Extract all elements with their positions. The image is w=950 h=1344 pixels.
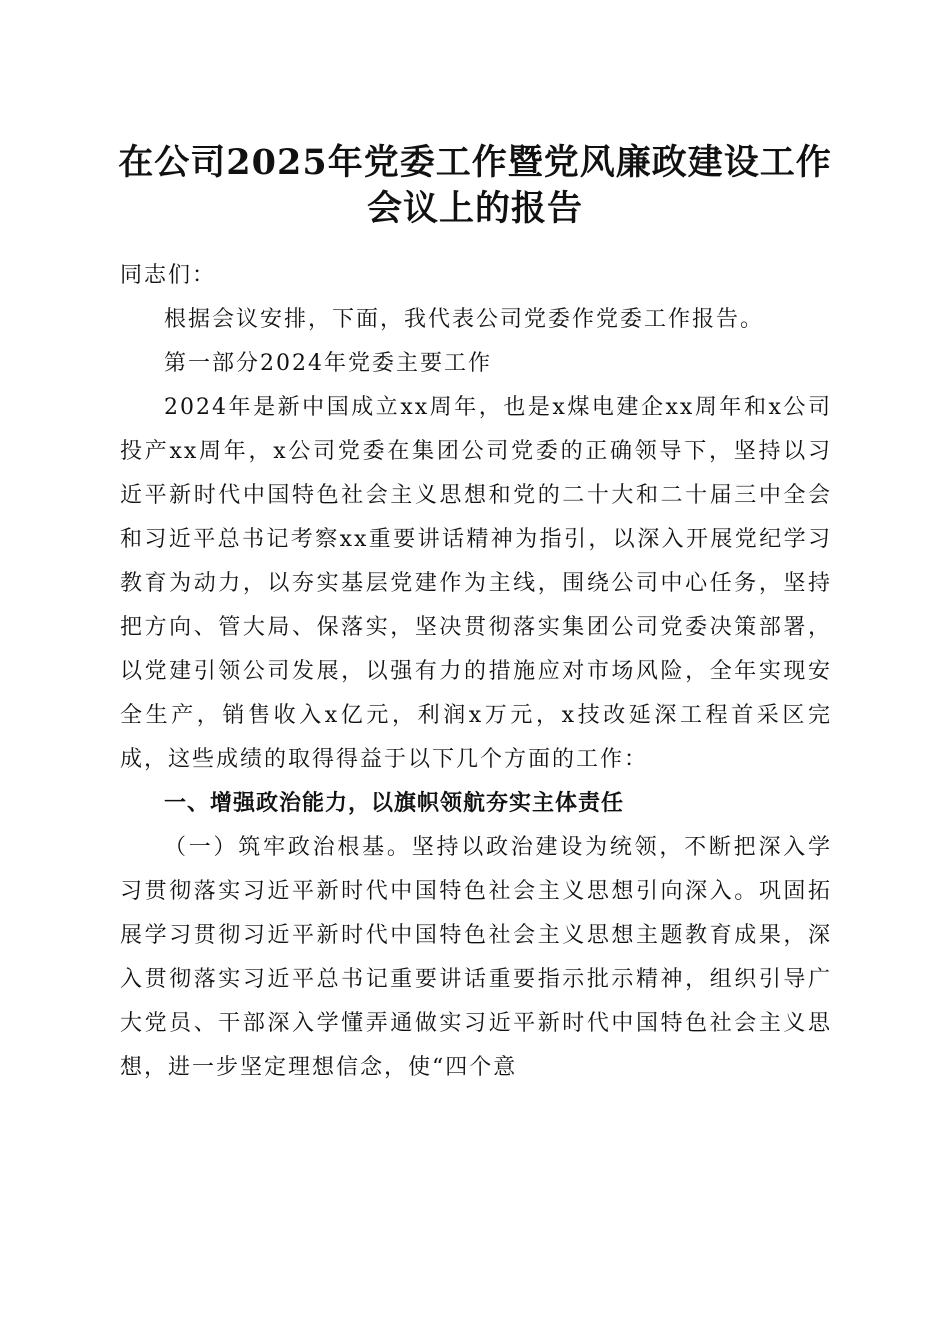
paragraph-1: 2024年是新中国成立xx周年，也是x煤电建企xx周年和x公司投产xx周年，x公司党委在集团公司党委的正确领导下，坚持以习近平新时代中国特色社会主义思想和党的二十大和二十届三中全会和习近平总书记考察xx重要讲话精神为指引，以深入开展党纪学习教育为动力，以夯实基层党建作为主线，围绕公司中心任务，坚持把方向、管大局、保落实，坚决贯彻落实集团公司党委决策部署，以党建引领公司发展，以强有力的措施应对市场风险，全年实现安全生产，销售收入x亿元，利润x万元，x技改延深工程首采区完成，这些成绩的取得得益于以下几个方面的工作： <box>120 395 832 772</box>
title-line-2: 会议上的报告 <box>366 188 583 229</box>
subsection-1-text: 坚持以政治建设为统领，不断把深入学习贯彻落实习近平新时代中国特色社会主义思想引向深入。巩固拓展学习贯彻习近平新时代中国特色社会主义思想主题教育成果，深入贯彻落实习近平总书记重要讲话重要指示批示精神，组织引导广大党员、干部深入学懂弄通做实习近平新时代中国特色社会主义思想，进一步坚定理想信念，使“四个意 <box>120 835 832 1080</box>
subsection-1-paragraph <box>120 826 832 1090</box>
document-title <box>100 140 850 232</box>
document-body <box>120 254 832 1090</box>
section-1-heading: 一、增强政治能力，以旗帜领航夯实主体责任 <box>164 791 625 816</box>
subsection-1-lead: （一）筑牢政治根基。 <box>164 835 412 860</box>
salutation: 同志们： <box>120 263 217 288</box>
title-line-1: 在公司2025年党委工作暨党风廉政建设工作 <box>118 142 832 183</box>
intro-paragraph: 根据会议安排，下面，我代表公司党委作党委工作报告。 <box>164 307 765 332</box>
part-heading: 第一部分2024年党委主要工作 <box>164 351 492 376</box>
